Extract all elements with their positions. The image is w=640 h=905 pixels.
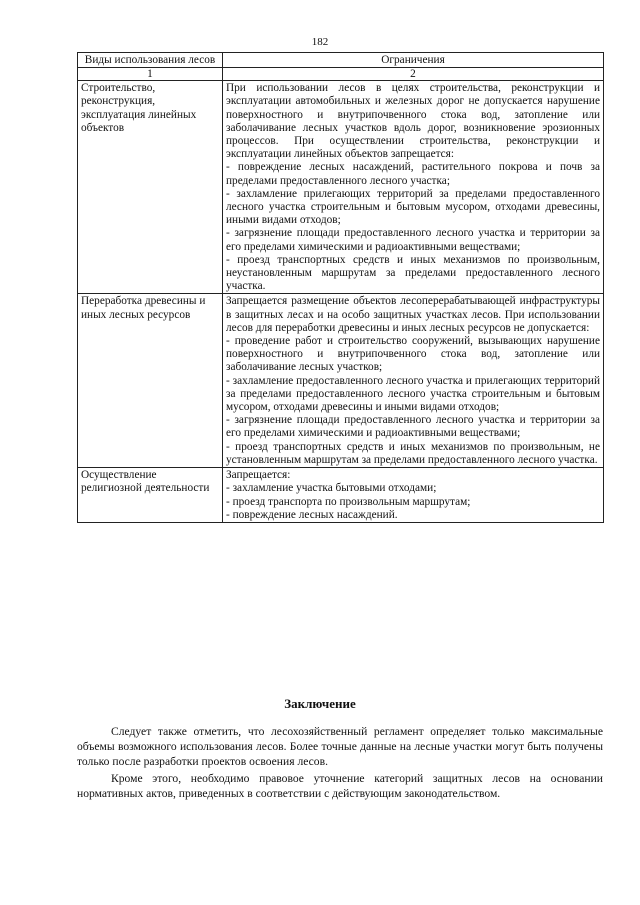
restrictions-cell bbox=[223, 294, 604, 468]
conclusion-heading: Заключение bbox=[284, 696, 356, 711]
restriction-item: - загрязнение площади предоставленного лесного участка и территории за его пределами химическими и радиоактивными веществами; bbox=[226, 414, 600, 440]
restriction-item: При использовании лесов в целях строительства, реконструкции и эксплуатации автомобильных и железных дорог не допускается нарушение поверхностного и внутрипочвенного стока вод, затопление или заболачивание лесных участков вдоль дорог, возникновение эрозионных процессов. При осуществлении строительства, реконструкции и эксплуатации линейных объектов запрещается: bbox=[226, 82, 600, 161]
restriction-item: - загрязнение площади предоставленного лесного участка и территории за его пределами химическими и радиоактивными веществами; bbox=[226, 227, 600, 253]
table-row bbox=[78, 81, 604, 294]
table-row bbox=[78, 468, 604, 523]
restrictions-cell bbox=[223, 81, 604, 294]
page-number: 182 bbox=[311, 36, 329, 48]
conclusion-paragraph: Кроме этого, необходимо правовое уточнение категорий защитных лесов на основании нормативных актов, приведенных в соответствии с действующим законодательством. bbox=[77, 772, 603, 800]
conclusion-paragraph: Следует также отметить, что лесохозяйственный регламент определяет только максимальные объемы возможного использования лесов. Более точные данные на лесные участки могут быть получены только после разработки проектов освоения лесов. bbox=[77, 725, 603, 768]
restriction-item: Запрещается размещение объектов лесоперерабатывающей инфраструктуры в защитных лесах и на особо защитных участках лесов. При использовании лесов для переработки древесины и иных лесных ресурсов не допускается: bbox=[226, 295, 600, 334]
table-row bbox=[78, 294, 604, 468]
forest-use-type: Переработка древесины и иных лесных ресурсов bbox=[78, 294, 223, 468]
restriction-item: Запрещается: bbox=[226, 469, 291, 482]
table-column-numbers-row bbox=[78, 68, 604, 81]
restrictions-cell bbox=[223, 468, 604, 523]
header-restrictions: Ограничения bbox=[223, 53, 604, 68]
column-number-2: 2 bbox=[223, 68, 604, 81]
header-forest-use-type: Виды использования лесов bbox=[78, 53, 223, 68]
restriction-item: - проезд транспортных средств и иных механизмов по произвольным, неустановленным маршрутам за пределами предоставленного лесного участка. bbox=[226, 253, 600, 293]
restriction-item: - проезд транспорта по произвольным маршрутам; bbox=[226, 495, 471, 508]
restriction-item: - повреждение лесных насаждений, растительного покрова и почв за пределами предоставленного лесного участка; bbox=[226, 161, 600, 187]
restriction-item: - захламление прилегающих территорий за пределами предоставленного лесного участка строительным и бытовым мусором, отходами древесины, иными видами отходов; bbox=[226, 187, 600, 227]
restrictions-table bbox=[77, 52, 603, 523]
restriction-item: - захламление участка бытовыми отходами; bbox=[226, 482, 437, 495]
restriction-item: - проезд транспортных средств и иных механизмов по произвольным, не установленным маршрутам за пределами предоставленного лесного участка. bbox=[226, 440, 600, 466]
forest-use-type: Осуществление религиозной деятельности bbox=[78, 468, 223, 523]
restriction-item: - проведение работ и строительство сооружений, вызывающих нарушение поверхностного и внутрипочвенного стока вод, затопление или заболачивание лесных участков; bbox=[226, 335, 600, 374]
restriction-item: - повреждение лесных насаждений. bbox=[226, 508, 398, 521]
restriction-item: - захламление предоставленного лесного участка и прилегающих территорий за пределами предоставленного лесного участка строительным и бытовым мусором, отходами древесины и иными видами отходов; bbox=[226, 374, 600, 414]
forest-use-type: Строительство, реконструкция, эксплуатация линейных объектов bbox=[78, 81, 223, 294]
table-header-row bbox=[78, 53, 604, 68]
column-number-1: 1 bbox=[78, 68, 223, 81]
